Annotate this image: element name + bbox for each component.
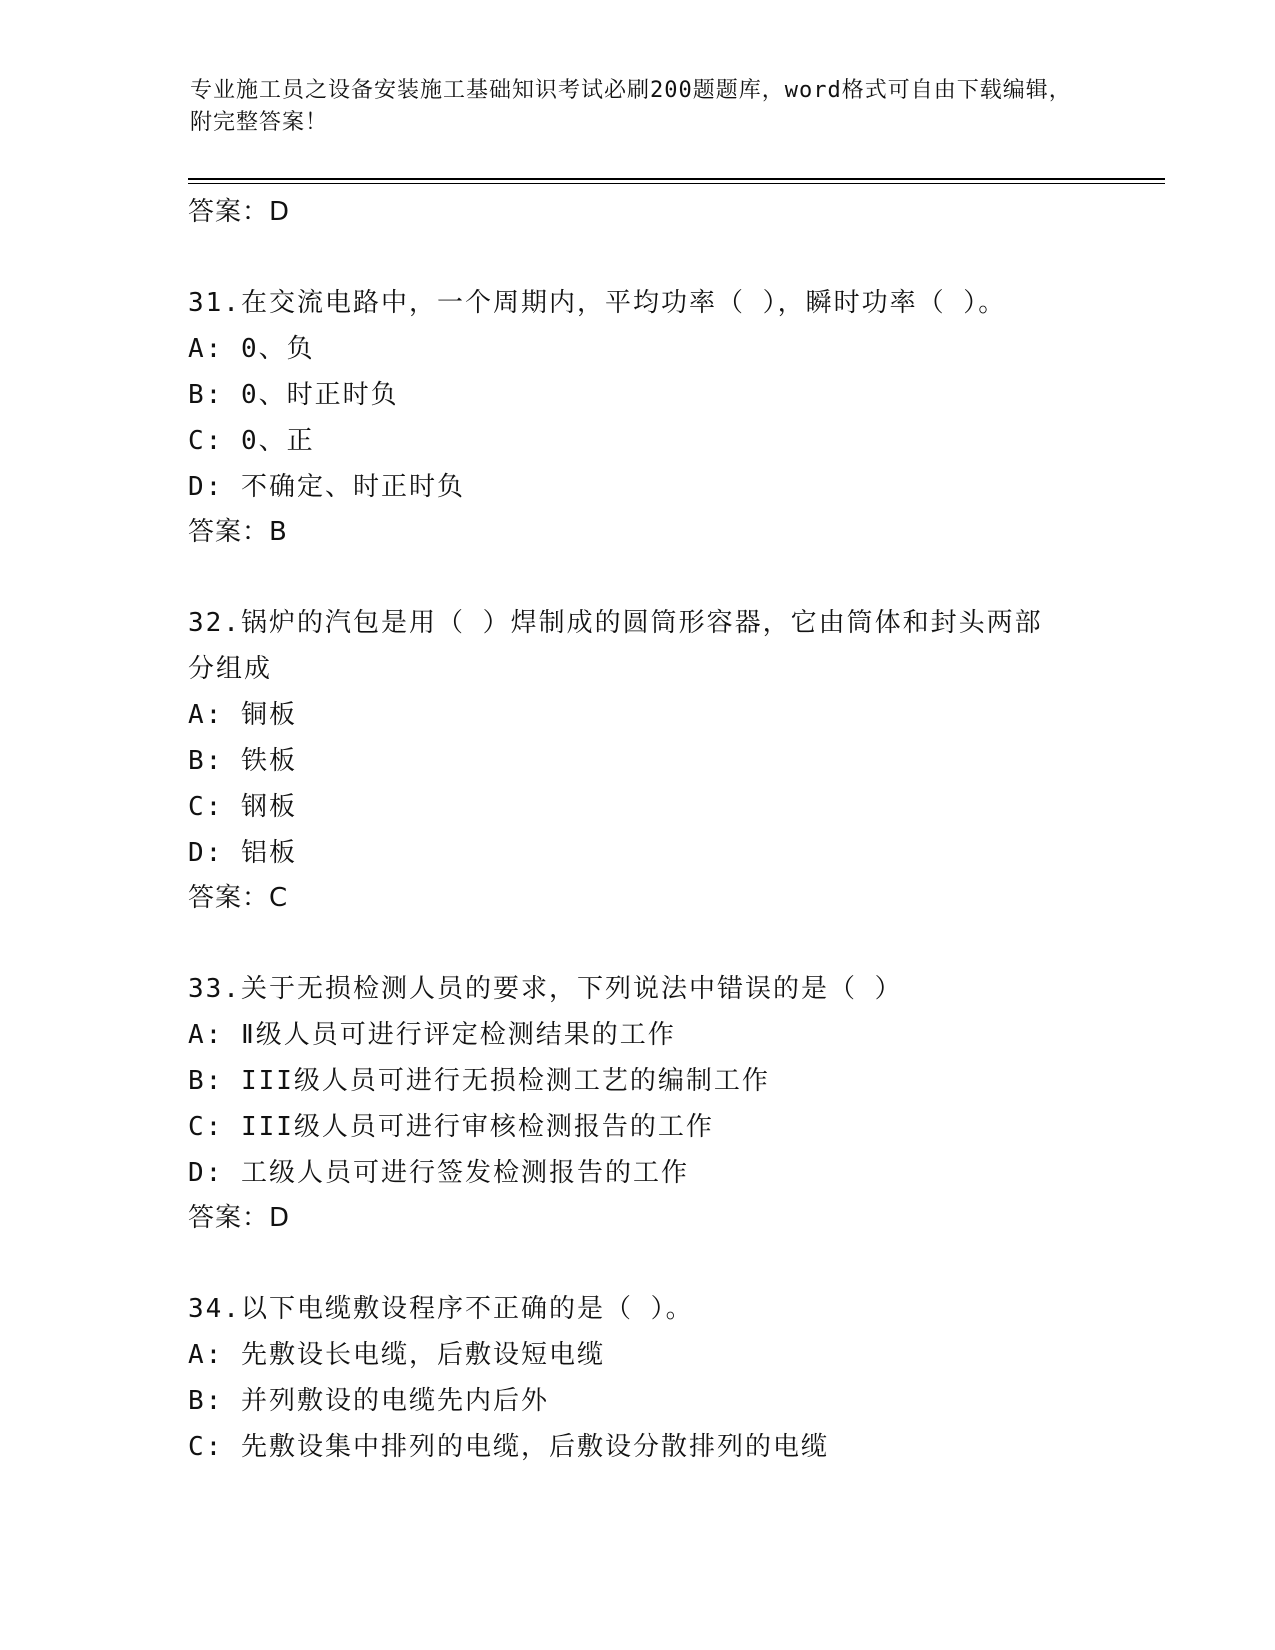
option-a: A: 先敷设长电缆，后敷设短电缆	[188, 1340, 605, 1370]
answer-label: 答案：D	[188, 197, 291, 227]
question-31	[188, 280, 1088, 554]
answer-label: 答案：B	[188, 517, 288, 547]
option-c: C: 先敷设集中排列的电缆，后敷设分散排列的电缆	[188, 1432, 829, 1462]
option-c: C: 钢板	[188, 792, 297, 822]
question-32	[188, 600, 1088, 920]
question-stem: 33.关于无损检测人员的要求，下列说法中错误的是（ ）	[188, 974, 903, 1004]
question-34	[188, 1286, 1088, 1470]
question-stem: 34.以下电缆敷设程序不正确的是（ ）。	[188, 1294, 694, 1324]
option-b: B: 铁板	[188, 746, 297, 776]
option-d: D: 不确定、时正时负	[188, 472, 465, 502]
question-33	[188, 966, 1088, 1240]
page-header: 专业施工员之设备安装施工基础知识考试必刷200题题库，word格式可自由下载编辑，附完整答案！	[190, 78, 1072, 135]
option-d: D: 铝板	[188, 838, 297, 868]
option-b: B: 0、时正时负	[188, 380, 399, 410]
option-d: D: 工级人员可进行签发检测报告的工作	[188, 1158, 689, 1188]
question-stem: 31.在交流电路中，一个周期内，平均功率（ ），瞬时功率（ ）。	[188, 288, 1007, 318]
option-c: C: III级人员可进行审核检测报告的工作	[188, 1112, 714, 1142]
header-rule-thin	[188, 183, 1165, 184]
option-a: A: Ⅱ级人员可进行评定检测结果的工作	[188, 1020, 676, 1050]
document-content	[188, 190, 1088, 1470]
option-a: A: 铜板	[188, 700, 297, 730]
header-rule	[188, 178, 1165, 180]
question-stem: 32.锅炉的汽包是用（ ）焊制成的圆筒形容器，它由筒体和封头两部分组成	[188, 608, 1043, 684]
option-c: C: 0、正	[188, 426, 315, 456]
option-b: B: 并列敷设的电缆先内后外	[188, 1386, 549, 1416]
option-a: A: 0、负	[188, 334, 315, 364]
option-b: B: III级人员可进行无损检测工艺的编制工作	[188, 1066, 770, 1096]
answer-label: 答案：D	[188, 1203, 291, 1233]
answer-label: 答案：C	[188, 883, 289, 913]
